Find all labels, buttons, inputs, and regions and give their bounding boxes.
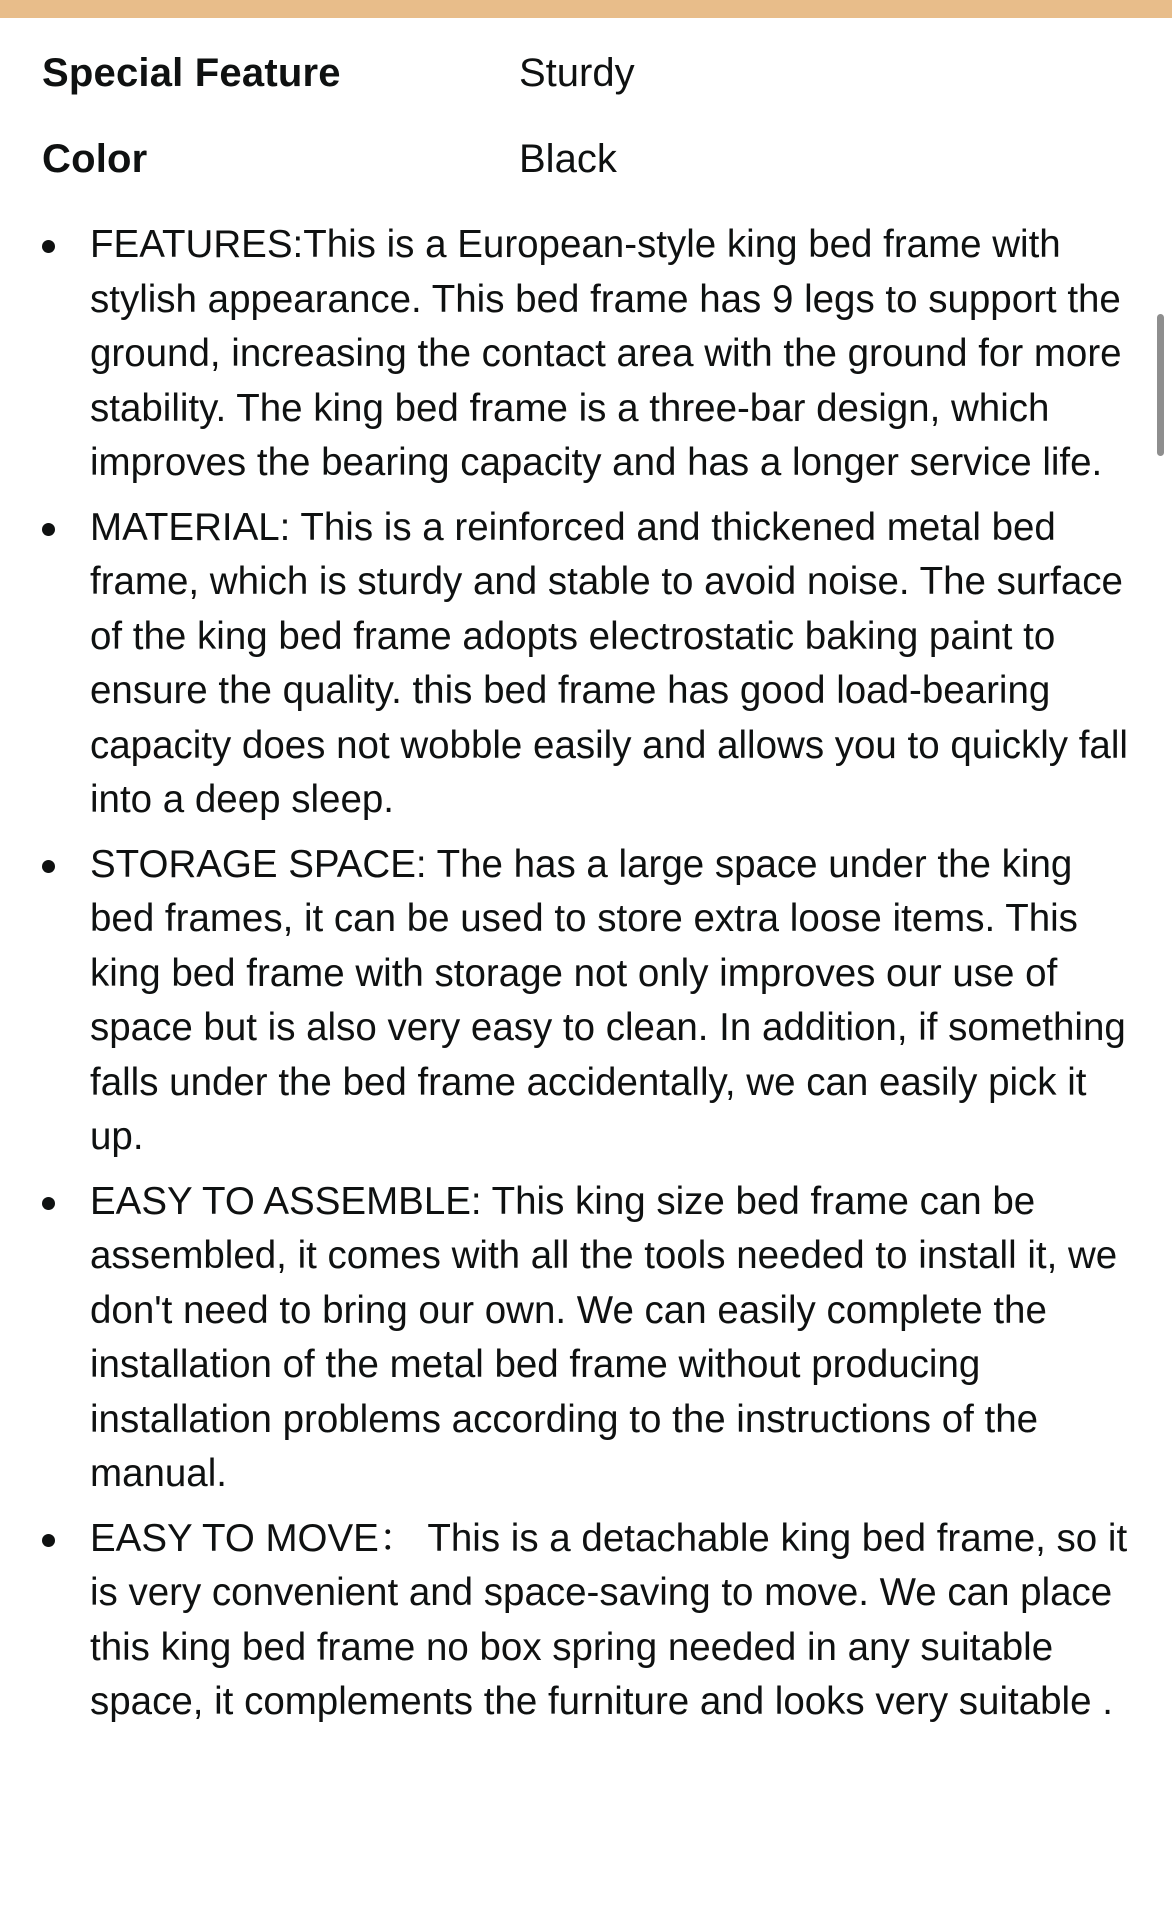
- spec-row-color: [42, 116, 1122, 202]
- spec-value: Sturdy: [519, 50, 635, 95]
- top-accent-bar: [0, 0, 1172, 18]
- bullet-item-storage-space: [0, 838, 1172, 1165]
- bullet-dot-icon: [42, 240, 55, 253]
- vertical-scrollbar[interactable]: [1157, 314, 1164, 456]
- bullet-item-easy-to-move: [0, 1512, 1172, 1730]
- bullet-item-features: [0, 218, 1172, 491]
- bullet-text: MATERIAL: This is a reinforced and thickened metal bed frame, which is sturdy and stable to avoid noise. The surface of the king bed frame adopts electrostatic baking paint to ensure the quality. this bed frame has good load-bearing capacity does not wobble easily and allows you to quickly fall into a deep sleep.: [90, 505, 1128, 821]
- bullet-dot-icon: [42, 1197, 55, 1210]
- spec-value: Black: [519, 136, 617, 181]
- spec-label: Color: [42, 136, 148, 181]
- bullet-dot-icon: [42, 523, 55, 536]
- bullet-item-material: [0, 501, 1172, 828]
- bullet-item-easy-to-assemble: [0, 1175, 1172, 1502]
- spec-row-special-feature: [42, 30, 1122, 116]
- bullet-dot-icon: [42, 1534, 55, 1547]
- about-item-bullet-list: [0, 218, 1172, 1740]
- bullet-text: EASY TO ASSEMBLE: This king size bed frame can be assembled, it comes with all the tools needed to install it, we don't need to bring our own. We can easily complete the installation of the metal bed frame without producing installation problems according to the instructions of the manual.: [90, 1179, 1118, 1495]
- product-specs-table: [42, 30, 1122, 202]
- bullet-dot-icon: [42, 860, 55, 873]
- bullet-text: FEATURES:This is a European-style king bed frame with stylish appearance. This bed frame has 9 legs to support the ground, increasing the contact area with the ground for more stability. The king bed frame is a three-bar design, which improves the bearing capacity and has a longer service life.: [90, 223, 1122, 484]
- spec-label: Special Feature: [42, 50, 341, 95]
- bullet-text: EASY TO MOVE： This is a detachable king bed frame, so it is very convenient and space-saving to move. We can place this king bed frame no box spring needed in any suitable space, it complements the furniture and looks very suitable .: [90, 1516, 1128, 1723]
- bullet-text: STORAGE SPACE: The has a large space under the king bed frames, it can be used to store extra loose items. This king bed frame with storage not only improves our use of space but is also very easy to clean. In addition, if something falls under the bed frame accidentally, we can easily pick it up.: [90, 842, 1126, 1158]
